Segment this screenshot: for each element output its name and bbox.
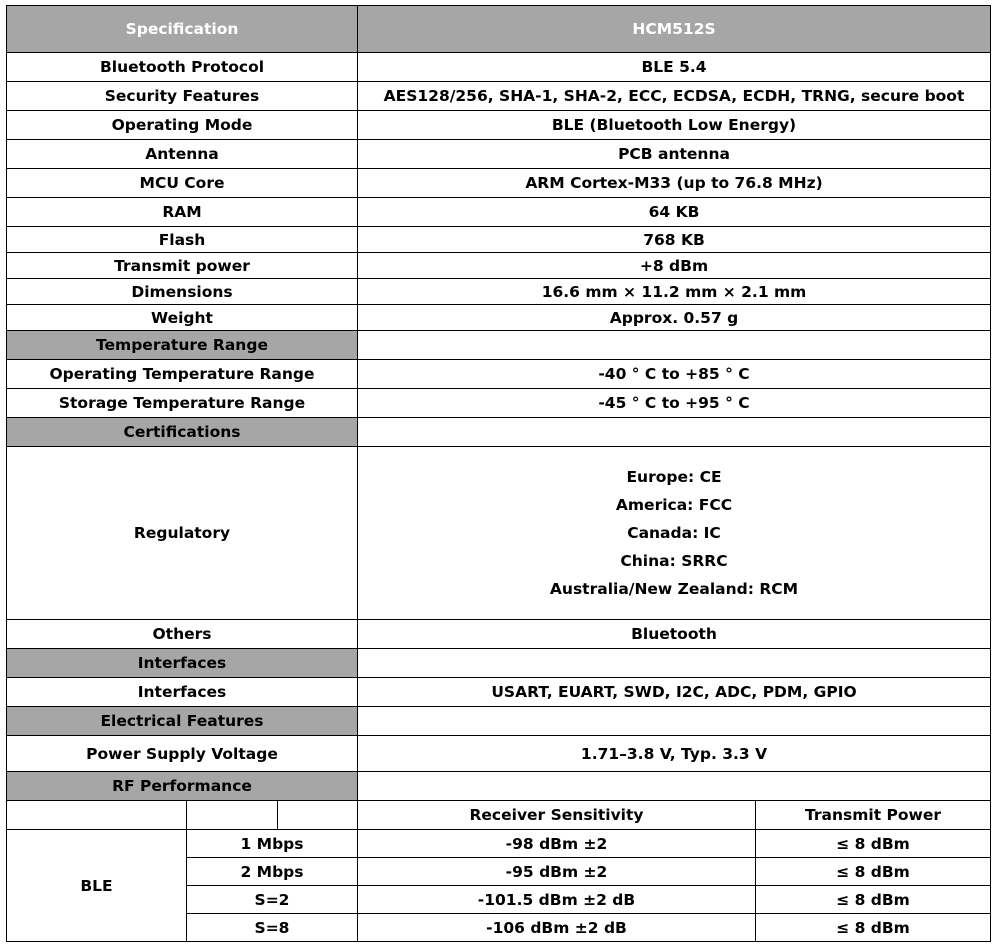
spec-row xyxy=(7,305,991,331)
rf-mode: S=2 xyxy=(187,886,358,914)
spec-row xyxy=(7,678,991,707)
rf-tx-value: ≤ 8 dBm xyxy=(756,858,991,886)
spec-label: Interfaces xyxy=(7,678,358,707)
rf-header-tx: Transmit Power xyxy=(756,801,991,830)
section-empty-cell xyxy=(358,418,991,447)
section-row xyxy=(7,649,991,678)
spec-row xyxy=(7,227,991,253)
section-empty-cell xyxy=(358,707,991,736)
spec-value: AES128/256, SHA-1, SHA-2, ECC, ECDSA, ECDH, TRNG, secure boot xyxy=(358,82,991,111)
spec-value: USART, EUART, SWD, I2C, ADC, PDM, GPIO xyxy=(358,678,991,707)
spec-row xyxy=(7,736,991,772)
section-empty-cell xyxy=(358,772,991,801)
spec-value: BLE (Bluetooth Low Energy) xyxy=(358,111,991,140)
rf-mode: 2 Mbps xyxy=(187,858,358,886)
rf-row xyxy=(7,830,991,858)
rf-header-empty xyxy=(187,801,278,830)
spec-label: Bluetooth Protocol xyxy=(7,53,358,82)
spec-row xyxy=(7,360,991,389)
spec-row xyxy=(7,620,991,649)
spec-label: Regulatory xyxy=(7,447,358,620)
section-row xyxy=(7,331,991,360)
spec-label: Operating Temperature Range xyxy=(7,360,358,389)
section-empty-cell xyxy=(358,331,991,360)
section-electrical: Electrical Features xyxy=(7,707,358,736)
regulatory-item: America: FCC xyxy=(615,496,733,514)
rf-rx-value: -101.5 dBm ±2 dB xyxy=(358,886,756,914)
spec-row-regulatory xyxy=(7,447,991,620)
section-temperature: Temperature Range xyxy=(7,331,358,360)
spec-value: 768 KB xyxy=(358,227,991,253)
header-row xyxy=(7,6,991,53)
spec-label: Flash xyxy=(7,227,358,253)
spec-row xyxy=(7,111,991,140)
spec-value: -45 ° C to +95 ° C xyxy=(358,389,991,418)
spec-value: ARM Cortex-M33 (up to 76.8 MHz) xyxy=(358,169,991,198)
spec-value: 16.6 mm × 11.2 mm × 2.1 mm xyxy=(358,279,991,305)
spec-label: Operating Mode xyxy=(7,111,358,140)
spec-value: 1.71–3.8 V, Typ. 3.3 V xyxy=(358,736,991,772)
rf-tx-value: ≤ 8 dBm xyxy=(756,830,991,858)
spec-label: Dimensions xyxy=(7,279,358,305)
spec-table xyxy=(6,5,991,942)
rf-header-empty xyxy=(7,801,187,830)
section-certifications: Certifications xyxy=(7,418,358,447)
spec-row xyxy=(7,253,991,279)
rf-mode: 1 Mbps xyxy=(187,830,358,858)
spec-row xyxy=(7,279,991,305)
spec-label: Others xyxy=(7,620,358,649)
regulatory-list xyxy=(358,447,991,620)
rf-rx-value: -95 dBm ±2 xyxy=(358,858,756,886)
section-row xyxy=(7,772,991,801)
spec-row xyxy=(7,82,991,111)
section-interfaces: Interfaces xyxy=(7,649,358,678)
regulatory-item: Europe: CE xyxy=(626,468,722,486)
rf-mode: S=8 xyxy=(187,914,358,942)
section-row xyxy=(7,418,991,447)
spec-label: Security Features xyxy=(7,82,358,111)
section-rf-performance: RF Performance xyxy=(7,772,358,801)
spec-row xyxy=(7,169,991,198)
spec-label: Storage Temperature Range xyxy=(7,389,358,418)
rf-rx-value: -106 dBm ±2 dB xyxy=(358,914,756,942)
rf-tx-value: ≤ 8 dBm xyxy=(756,914,991,942)
spec-label: RAM xyxy=(7,198,358,227)
rf-group-ble: BLE xyxy=(7,830,187,942)
spec-row xyxy=(7,198,991,227)
spec-label: Transmit power xyxy=(7,253,358,279)
spec-label: MCU Core xyxy=(7,169,358,198)
rf-header-row xyxy=(7,801,991,830)
rf-header-empty xyxy=(278,801,358,830)
regulatory-item: Canada: IC xyxy=(627,524,721,542)
header-model: HCM512S xyxy=(358,6,991,53)
spec-row xyxy=(7,140,991,169)
spec-value: 64 KB xyxy=(358,198,991,227)
section-empty-cell xyxy=(358,649,991,678)
spec-label: Weight xyxy=(7,305,358,331)
spec-value: -40 ° C to +85 ° C xyxy=(358,360,991,389)
spec-label: Antenna xyxy=(7,140,358,169)
rf-tx-value: ≤ 8 dBm xyxy=(756,886,991,914)
spec-value: PCB antenna xyxy=(358,140,991,169)
regulatory-item: China: SRRC xyxy=(620,552,728,570)
spec-label: Power Supply Voltage xyxy=(7,736,358,772)
spec-row xyxy=(7,53,991,82)
regulatory-item: Australia/New Zealand: RCM xyxy=(549,580,799,598)
section-row xyxy=(7,707,991,736)
spec-value: Approx. 0.57 g xyxy=(358,305,991,331)
spec-value: Bluetooth xyxy=(358,620,991,649)
rf-header-rx: Receiver Sensitivity xyxy=(358,801,756,830)
rf-rx-value: -98 dBm ±2 xyxy=(358,830,756,858)
spec-value: BLE 5.4 xyxy=(358,53,991,82)
spec-value: +8 dBm xyxy=(358,253,991,279)
spec-row xyxy=(7,389,991,418)
header-specification: Specification xyxy=(7,6,358,53)
